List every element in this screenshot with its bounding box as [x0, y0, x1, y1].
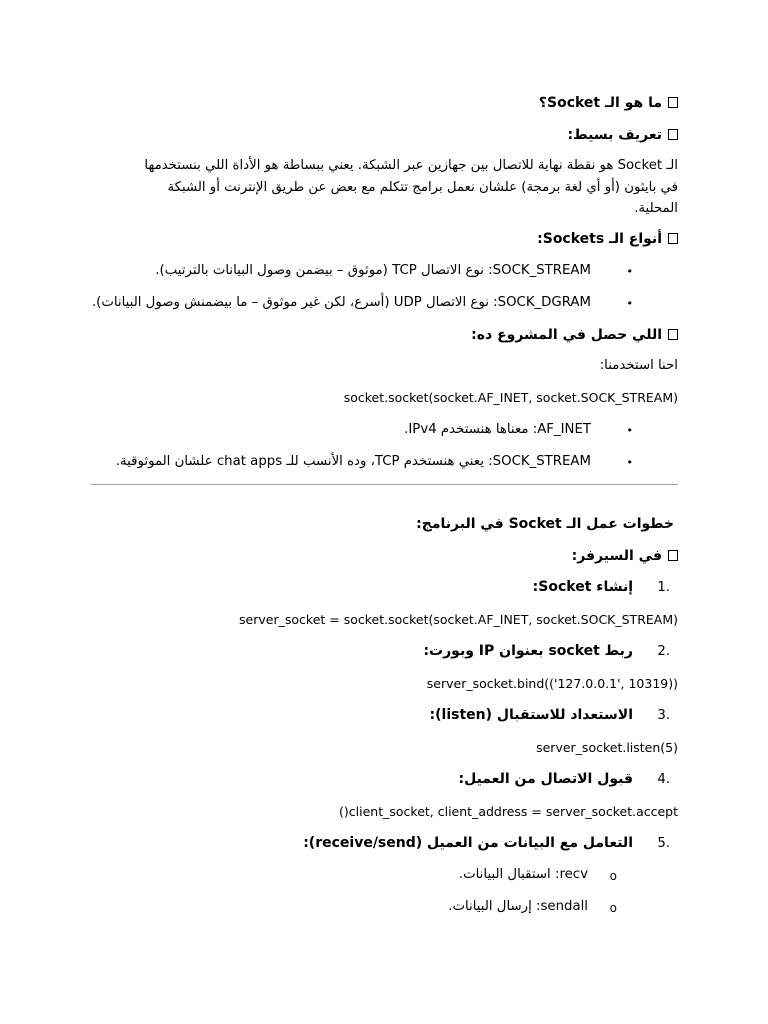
heading-text: اللي حصل في المشروع ده:: [471, 327, 662, 343]
heading-text: في السيرفر:: [571, 548, 662, 564]
step-label-bind: ربط socket بعنوان IP وبورت:: [423, 643, 633, 659]
heading-text: ما هو الـ Socket؟: [538, 95, 662, 111]
list-item-sock-stream-tcp: SOCK_STREAM: يعني هنستخدم TCP، وده الأنسب للـ chat apps علشان الموثوقية.: [115, 454, 591, 469]
step-number: 4.: [657, 772, 670, 787]
paragraph-line: الـ Socket هو نقطة نهاية للاتصال بين جهازين عبر الشبكة. يعني ببساطة هو الأداة اللي بنستخدمها: [144, 158, 678, 173]
box-glyph-icon: [668, 97, 678, 108]
code-line-bind: server_socket.bind(('127.0.0.1', 10319)): [426, 676, 678, 691]
code-line-listen: server_socket.listen(5): [536, 740, 678, 755]
sub-bullet-icon: o: [609, 869, 617, 883]
bullet-icon: •: [626, 424, 633, 437]
step-number: 1.: [657, 580, 670, 595]
step-number: 3.: [657, 708, 670, 723]
heading-socket-types: [537, 229, 678, 249]
code-line-create: server_socket = socket.socket(socket.AF_INET, socket.SOCK_STREAM): [239, 612, 678, 627]
step-label-data-handling: التعامل مع البيانات من العميل (receive/send):: [303, 835, 633, 851]
heading-definition: [568, 125, 678, 145]
heading-project: [471, 325, 678, 345]
heading-server: [572, 546, 678, 566]
paragraph-line: المحلية.: [634, 201, 678, 216]
step-label-create-socket: إنشاء Socket:: [532, 579, 633, 595]
paragraph-line: في بايثون (أو أي لغة برمجة) علشان نعمل برامج تتكلم مع بعض عن طريق الإنترنت أو الشبكة: [167, 179, 678, 195]
bullet-icon: •: [626, 456, 633, 469]
sub-item-recv: recv: استقبال البيانات.: [458, 867, 588, 882]
box-glyph-icon: [668, 550, 678, 561]
step-number: 2.: [657, 644, 670, 659]
definition-paragraph: [91, 155, 678, 220]
box-glyph-icon: [668, 329, 678, 340]
step-number: 5.: [657, 836, 670, 851]
heading-text: أنواع الـ Sockets:: [537, 231, 662, 247]
list-item-af-inet: AF_INET: معناها هنستخدم IPv4.: [404, 422, 591, 437]
code-line-accept: client_socket, client_address = server_socket.accept(): [339, 804, 678, 819]
heading-what-is-socket: [539, 93, 678, 113]
heading-steps: خطوات عمل الـ Socket في البرنامج:: [416, 516, 674, 532]
code-line-socket: socket.socket(socket.AF_INET, socket.SOCK_STREAM): [343, 390, 678, 405]
bullet-icon: •: [626, 265, 633, 278]
horizontal-divider: [91, 484, 678, 485]
box-glyph-icon: [668, 129, 678, 140]
bullet-icon: •: [626, 297, 633, 310]
list-item-sock-stream: SOCK_STREAM: نوع الاتصال TCP (موثوق – بيضمن وصول البيانات بالترتيب).: [155, 263, 591, 278]
heading-text: تعريف بسيط:: [567, 127, 662, 143]
step-label-accept: قبول الاتصال من العميل:: [458, 771, 633, 787]
project-intro: احنا استخدمنا:: [599, 358, 678, 373]
sub-item-sendall: sendall: إرسال البيانات.: [448, 899, 588, 914]
step-label-listen: الاستعداد للاستقبال (listen):: [429, 707, 633, 723]
list-item-sock-dgram: SOCK_DGRAM: نوع الاتصال UDP (أسرع، لكن غير موثوق – ما بيضمنش وصول البيانات).: [91, 295, 591, 310]
sub-bullet-icon: o: [609, 901, 617, 915]
box-glyph-icon: [668, 233, 678, 244]
